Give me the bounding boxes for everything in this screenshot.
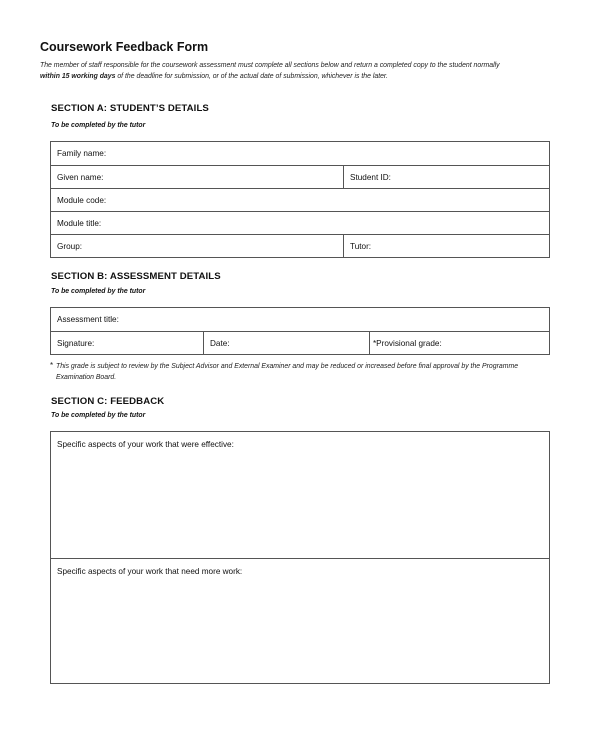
student-id-label: Student ID: xyxy=(350,172,391,182)
given-name-field[interactable] xyxy=(51,166,343,188)
footnote-text: This grade is subject to review by the Subject Advisor and External Examiner and may be reduced or increased before final approval by the Programme Examination Board. xyxy=(56,363,519,381)
date-field[interactable] xyxy=(203,332,369,354)
assessment-title-field[interactable] xyxy=(51,308,549,331)
family-name-label: Family name: xyxy=(57,149,107,158)
grade-footnote xyxy=(50,362,530,383)
student-id-field[interactable] xyxy=(343,166,549,188)
intro-line-1: The member of staff responsible for the coursework assessment must complete all sections below and return a completed copy to the student normally xyxy=(40,62,500,69)
given-name-row xyxy=(51,165,549,188)
assessment-title-label: Assessment title: xyxy=(57,315,119,324)
family-name-row xyxy=(51,142,549,165)
module-code-label: Module code: xyxy=(57,195,107,205)
group-row xyxy=(51,234,549,257)
module-code-field[interactable] xyxy=(51,189,549,211)
signature-field[interactable] xyxy=(51,332,203,354)
effective-feedback-area[interactable] xyxy=(51,432,549,558)
more-work-feedback-label: Specific aspects of your work that need more work: xyxy=(57,567,243,576)
provisional-grade-field[interactable] xyxy=(369,332,549,354)
section-a-subheading: To be completed by the tutor xyxy=(51,122,146,129)
section-c-heading: SECTION C: FEEDBACK xyxy=(51,396,165,407)
effective-feedback-label: Specific aspects of your work that were effective: xyxy=(57,440,234,449)
footnote-asterisk: * xyxy=(50,361,54,370)
section-a-heading: SECTION A: STUDENT’S DETAILS xyxy=(51,103,209,114)
assessment-details-table xyxy=(50,307,550,355)
date-label: Date: xyxy=(210,338,230,348)
module-title-label: Module title: xyxy=(57,218,102,228)
module-code-row xyxy=(51,188,549,211)
family-name-field[interactable] xyxy=(51,142,549,165)
tutor-field[interactable] xyxy=(343,235,549,257)
module-title-field[interactable] xyxy=(51,212,549,234)
provisional-grade-label: *Provisional grade: xyxy=(373,338,442,348)
given-name-label: Given name: xyxy=(57,172,104,182)
student-details-table xyxy=(50,141,550,258)
form-title: Coursework Feedback Form xyxy=(40,40,209,54)
signature-row xyxy=(51,331,549,354)
signature-label: Signature: xyxy=(57,338,95,348)
assessment-title-row xyxy=(51,308,549,331)
more-work-feedback-area[interactable] xyxy=(51,558,549,683)
module-title-row xyxy=(51,211,549,234)
section-b-heading: SECTION B: ASSESSMENT DETAILS xyxy=(51,271,221,282)
intro-line-2: of the deadline for submission, or of the actual date of submission, whichever is the later. xyxy=(115,73,388,80)
tutor-label: Tutor: xyxy=(350,241,372,251)
intro-text xyxy=(40,60,560,82)
group-label: Group: xyxy=(57,241,83,251)
section-b-subheading: To be completed by the tutor xyxy=(51,288,146,295)
intro-deadline-bold: within 15 working days xyxy=(40,73,116,80)
group-field[interactable] xyxy=(51,235,343,257)
section-c-subheading: To be completed by the tutor xyxy=(51,412,146,419)
feedback-box xyxy=(50,431,550,684)
